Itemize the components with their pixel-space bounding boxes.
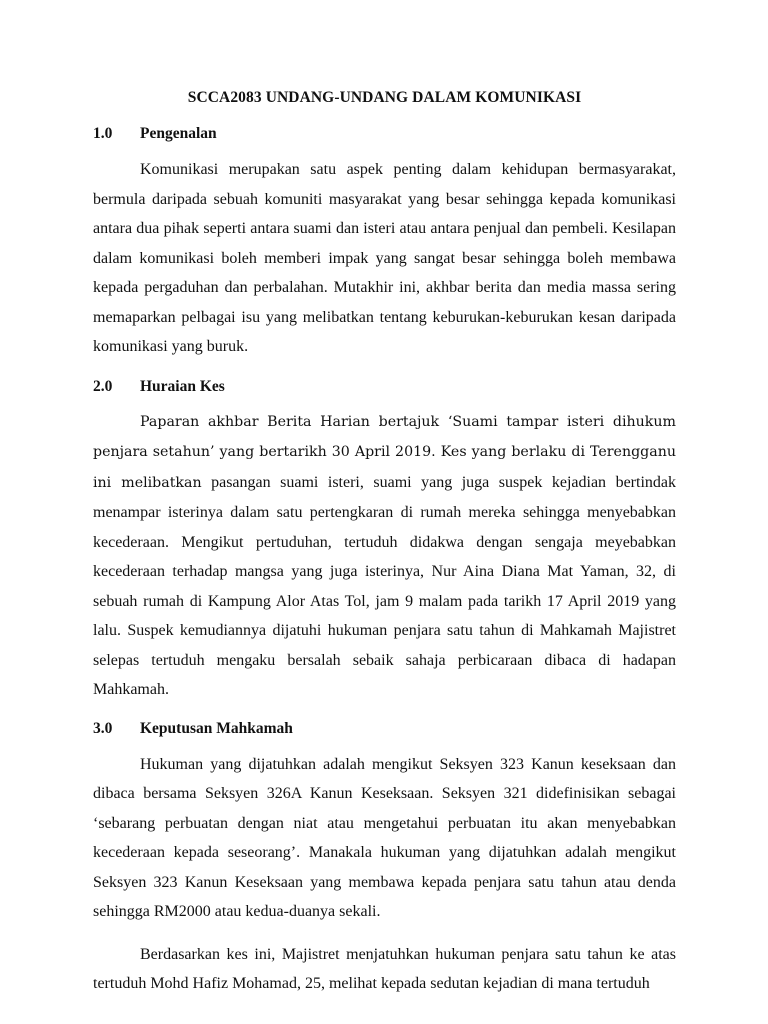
document-title: SCCA2083 UNDANG-UNDANG DALAM KOMUNIKASI [187, 89, 582, 106]
section-title: Huraian Kes [140, 377, 225, 395]
section-heading-huraian-kes [93, 375, 676, 399]
section-heading-keputusan-mahkamah [93, 717, 676, 741]
section-number: 3.0 [93, 719, 113, 737]
paragraph-keputusan-1: Hukuman yang dijatuhkan adalah mengikut Seksyen 323 Kanun keseksaan dan dibaca bersama Seksyen 326A Kanun Keseksaan. Seksyen 321 didefinisikan sebagai ‘sebarang perbuatan dengan niat atau mengetahui perbuatan itu akan menyebabkan kecederaan kepada seseorang’. Manakala hukuman yang dijatuhkan adalah mengikut Seksyen 323 Kanun Keseksaan yang membawa kepada penjara satu tahun atau denda sehingga RM2000 atau kedua-duanya sekali. [93, 755, 676, 920]
paragraph-pengenalan: Komunikasi merupakan satu aspek penting dalam kehidupan bermasyarakat, bermula daripada sebuah komuniti masyarakat yang besar sehingga kepada komunikasi antara dua pihak seperti antara suami dan isteri atau antara penjual dan pembeli. Kesilapan dalam komunikasi boleh memberi impak yang sangat besar sehingga boleh membawa kepada pergaduhan dan perbalahan. Mutakhir ini, akhbar berita dan media massa sering memaparkan pelbagai isu yang melibatkan tentang keburukan-keburukan kesan daripada komunikasi yang buruk. [93, 161, 676, 355]
section-title: Keputusan Mahkamah [140, 719, 293, 737]
section-number: 2.0 [93, 377, 113, 395]
paragraph-huraian-kes [93, 407, 676, 705]
section-heading-pengenalan [93, 122, 676, 146]
section-title: Pengenalan [140, 125, 217, 142]
paragraph-body-text: pasangan suami isteri, suami yang juga suspek kejadian bertindak menampar isterinya dalam satu pertengkaran di rumah mereka sehingga menyebabkan kecederaan. Mengikut pertuduhan, tertuduh didakwa dengan sengaja meyebabkan kecederaan terhadap mangsa yang juga isterinya, Nur Aina Diana Mat Yaman, 32, di sebuah rumah di Kampung Alor Atas Tol, jam 9 malam pada tarikh 17 April 2019 yang lalu. Suspek kemudiannya dijatuhi hukuman penjara satu tahun di Mahkamah Majistret selepas tertuduh mengaku bersalah sebaik sahaja perbicaraan dibaca di hadapan Mahkamah. [93, 473, 676, 698]
document-page [93, 86, 676, 999]
paragraph-keputusan-2: Berdasarkan kes ini, Majistret menjatuhkan hukuman penjara satu tahun ke atas tertuduh Mohd Hafiz Mohamad, 25, melihat kepada sedutan kejadian di mana tertuduh [93, 945, 676, 992]
section-number: 1.0 [93, 125, 113, 142]
paragraph-lead-text: Paparan akhbar Berita Harian bertajuk ‘Suami tampar isteri dihukum penjara setahun’ yang bertarikh 30 April 2019. Kes yang berlaku di Terengganu ini melibatkan [93, 413, 676, 491]
